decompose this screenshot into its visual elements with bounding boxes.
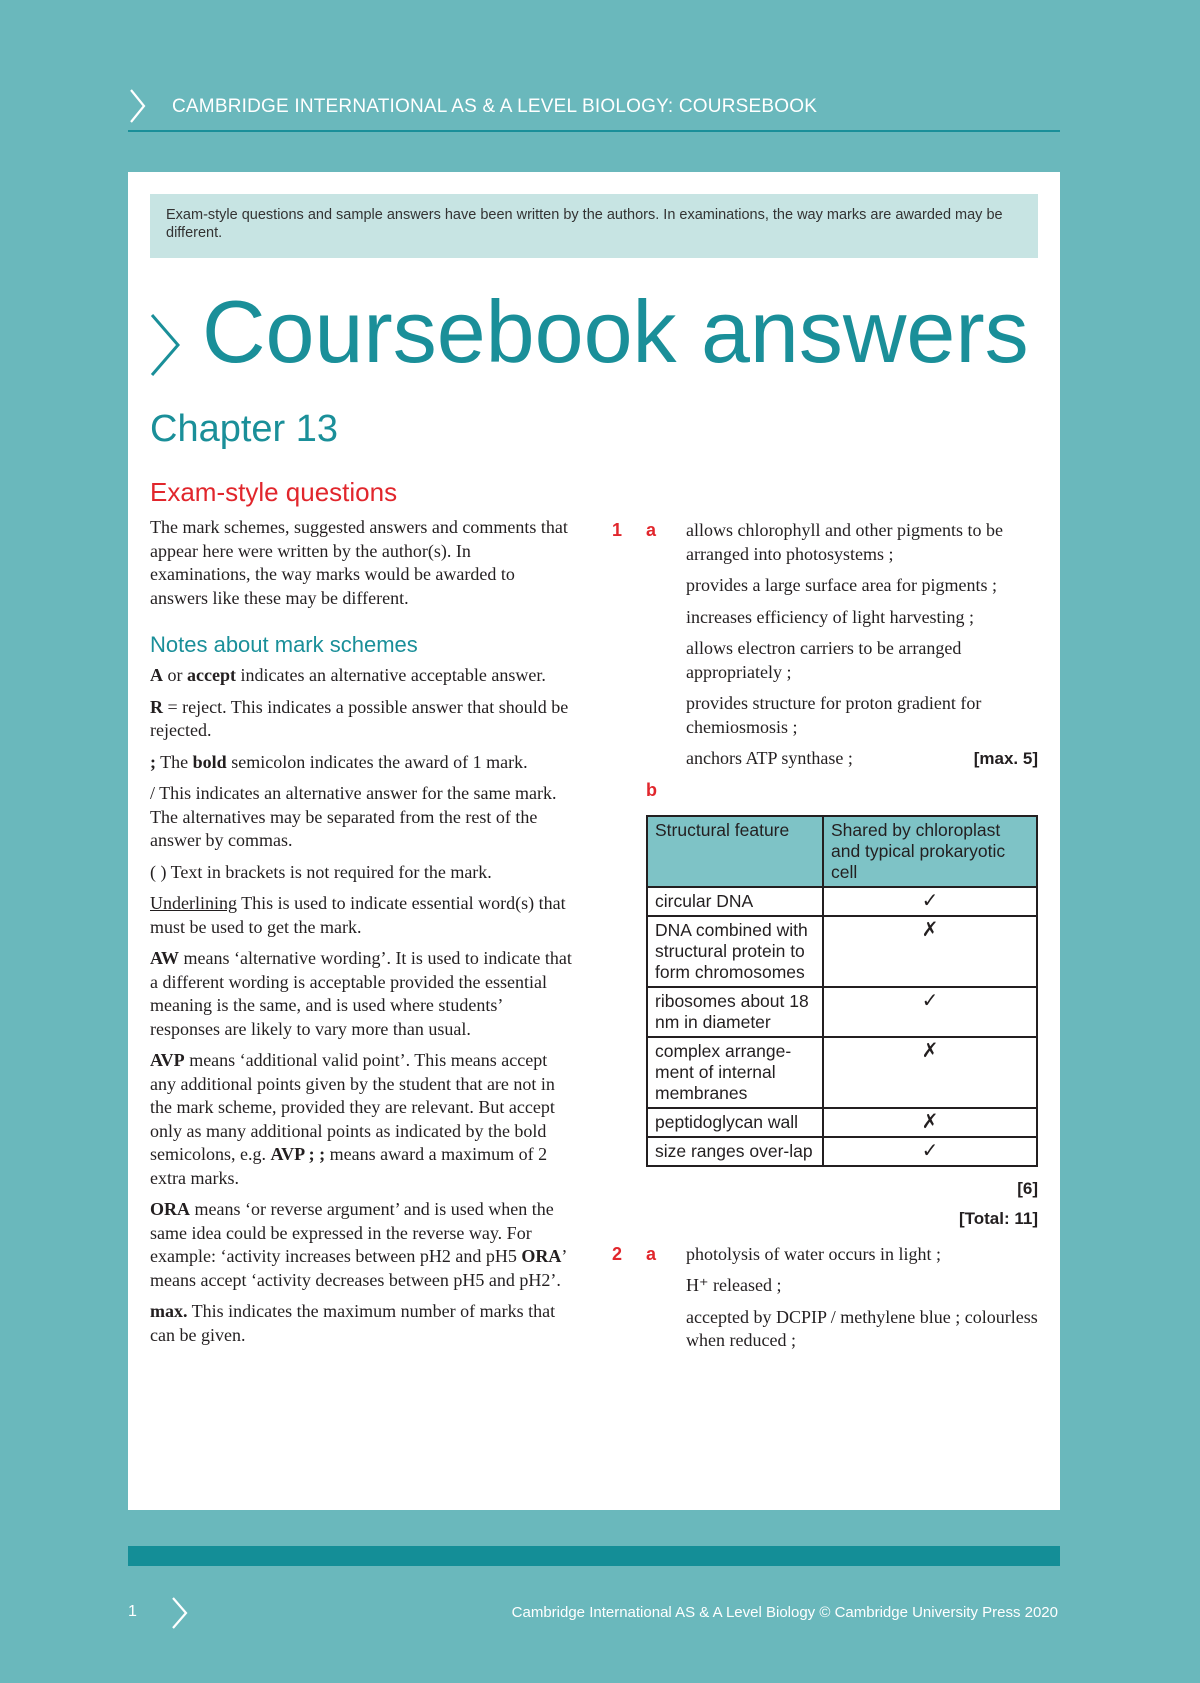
marks-label: [6] [1017,1178,1038,1198]
left-column [150,477,575,1355]
header-title: CAMBRIDGE INTERNATIONAL AS & A LEVEL BIOLOGY: COURSEBOOK [172,96,818,117]
total-marks-label: [Total: 11] [958,1208,1038,1228]
check-mark: ✓ [823,987,1037,1037]
table-header-row [647,816,1037,887]
intro-paragraph: The mark schemes, suggested answers and comments that appear here were written by the author(s). In examinations, the way marks would be awarded to answers like these may be different. [150,517,568,608]
note-item: / This indicates an alternative answer for the same mark. The alternatives may be separated from the rest of the answer by commas. [150,783,557,850]
table-row [647,887,1037,916]
notes-heading: Notes about mark schemes [150,632,418,657]
copyright-text: Cambridge International AS & A Level Biology © Cambridge University Press 2020 [511,1604,1058,1621]
answer-line: provides structure for proton gradient for chemiosmosis ; [686,693,982,737]
chevron-right-icon [128,88,148,124]
answer-line: anchors ATP synthase ; [max. 5] [686,747,1038,771]
table-row [647,1037,1037,1108]
table-header-cell: Shared by chloroplast and typical prokaryotic cell [823,816,1037,887]
chevron-right-icon [170,1596,190,1630]
right-column [612,519,1038,1361]
check-mark: ✓ [823,1137,1037,1166]
note-item: ORA means ‘or reverse argument’ and is used when the same idea could be expressed in the reverse way. For example: ‘activity increases between pH2 and pH5 ORA’ means accept ‘activity decreases between pH5 and pH2’. [150,1199,567,1290]
question-1a [612,519,1038,771]
answer-line: photolysis of water occurs in light ; [686,1243,941,1264]
note-item: R = reject. This indicates a possible answer that should be rejected. [150,696,569,740]
footer-bar [128,1546,1060,1566]
table-row [647,987,1037,1037]
answer-line: H⁺ released ; [686,1275,782,1295]
cross-mark: ✗ [823,916,1037,987]
chapter-heading: Chapter 13 [150,408,339,450]
table-header-cell: Structural feature [647,816,823,887]
chevron-right-icon [148,312,182,378]
table-row [647,1137,1037,1166]
table-row [647,916,1037,987]
question-number: 2 [612,1243,623,1264]
note-item: ; The bold semicolon indicates the award of 1 mark. [150,751,528,772]
question-number: 1 [612,520,623,540]
question-part-label: a [646,1243,657,1264]
marks-label: [max. 5] [973,749,1038,768]
answer-line: accepted by DCPIP / methylene blue ; colourless when reduced ; [686,1306,1038,1350]
note-item: AVP means ‘additional valid point’. This means accept any additional points given by the student that are not in the mark scheme, provided they are relevant. But accept only as many additional points as indicated by the bold semicolons, e.g. AVP ; ; means award a maximum of 2 extra marks. [150,1050,555,1188]
notice-box: Exam-style questions and sample answers have been written by the authors. In examinations, the way marks are awarded may be different. [150,194,1038,258]
question-part-label: a [646,520,657,540]
table-row [647,1108,1037,1137]
note-item: ( ) Text in brackets is not required for the mark. [150,861,492,882]
table-cell: ribosomes about 18 nm in diameter [647,987,823,1037]
question-part-label: b [646,779,657,800]
note-item: A or accept indicates an alternative acceptable answer. [150,665,546,685]
page-content [128,172,1060,1510]
answer-line: allows chlorophyll and other pigments to be arranged into photosystems ; [686,520,1003,564]
table-cell: circular DNA [647,887,823,916]
table-cell: DNA combined with structural protein to form chromosomes [647,916,823,987]
table-cell: complex arrange-ment of internal membranes [647,1037,823,1108]
page-number: 1 [128,1603,137,1620]
answer-line: provides a large surface area for pigments ; [686,575,998,595]
answer-line: allows electron carriers to be arranged appropriately ; [686,638,962,682]
answer-line: increases efficiency of light harvesting ; [686,606,975,627]
table-cell: peptidoglycan wall [647,1108,823,1137]
note-item: AW means ‘alternative wording’. It is used to indicate that a different wording is acceptable provided the essential meaning is the same, and is used where students’ responses are likely to vary more than usual. [150,948,572,1039]
question-2a [612,1243,1038,1353]
note-item: max. This indicates the maximum number of marks that can be given. [150,1301,556,1345]
question-1b [612,779,1038,815]
section-heading: Exam-style questions [150,477,398,507]
table-cell: size ranges over-lap [647,1137,823,1166]
structural-feature-table [646,815,1038,1167]
cross-mark: ✗ [823,1037,1037,1108]
check-mark: ✓ [823,887,1037,916]
page-title: Coursebook answers [202,282,1029,381]
cross-mark: ✗ [823,1108,1037,1137]
running-header [128,88,1060,132]
note-item: Underlining This is used to indicate essential word(s) that must be used to get the mark. [150,893,566,937]
